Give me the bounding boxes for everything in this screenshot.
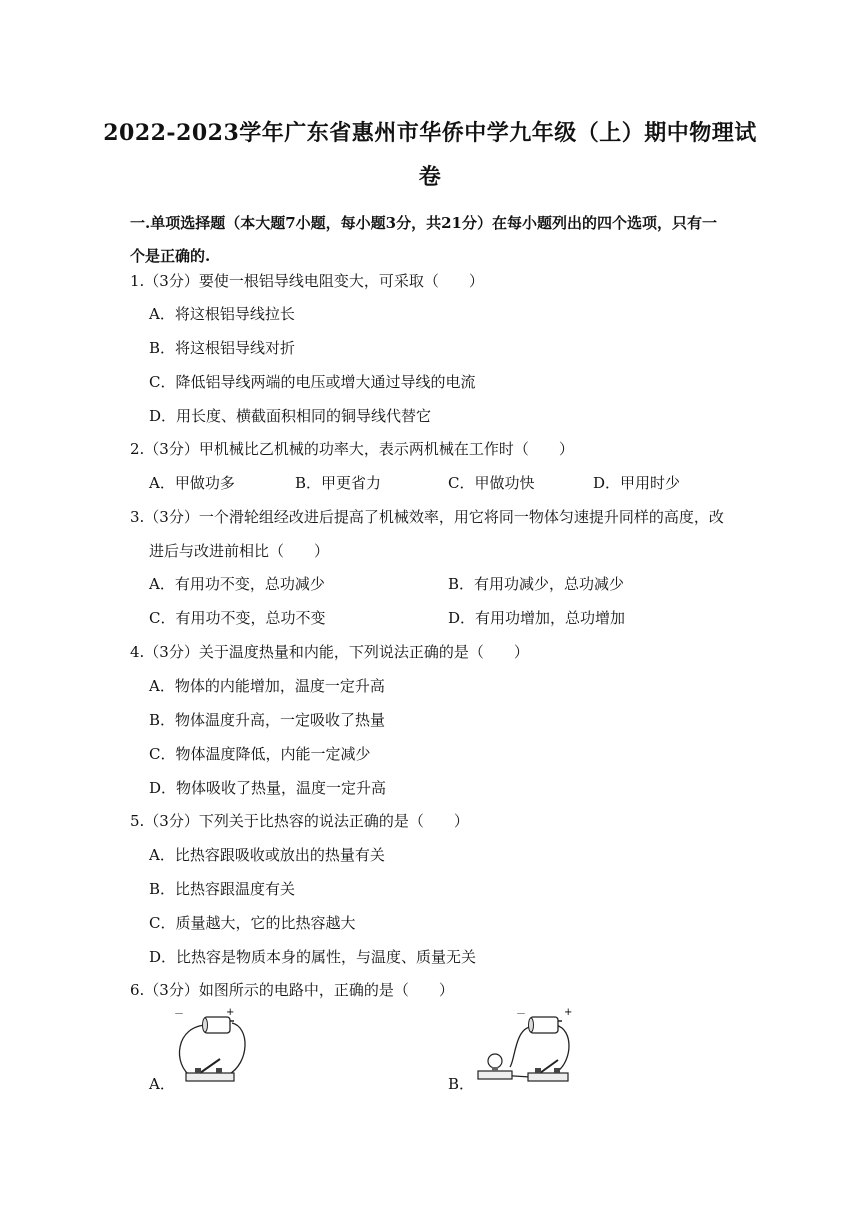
q4-option-a: A．物体的内能增加，温度一定升高 (149, 677, 385, 695)
question-6-stem: 6.（3分）如图所示的电路中，正确的是（ ） (130, 981, 454, 999)
doc-title-line1: 2022-2023学年广东省惠州市华侨中学九年级（上）期中物理试 (103, 120, 757, 146)
q5-option-c: C．质量越大，它的比热容越大 (149, 914, 356, 932)
q4-option-c: C．物体温度降低，内能一定减少 (149, 745, 371, 763)
q6-option-a-label: A． (149, 1075, 175, 1093)
q6b-plus-label: + (564, 1007, 573, 1018)
q5-option-a: A．比热容跟吸收或放出的热量有关 (149, 846, 385, 864)
q6a-plus-label: + (226, 1007, 235, 1018)
question-3-stem-cont: 进后与改进前相比（ ） (149, 542, 330, 560)
q1-option-d: D．用长度、横截面积相同的铜导线代替它 (149, 407, 432, 425)
q3-option-b: B．有用功减少，总功减少 (448, 575, 625, 593)
section-heading-cont: 个是正确的. (130, 247, 211, 265)
q3-option-d: D．有用功增加，总功增加 (448, 609, 626, 627)
question-2-stem: 2.（3分）甲机械比乙机械的功率大，表示两机械在工作时（ ） (130, 440, 574, 458)
q5-option-d: D．比热容是物质本身的属性，与温度、质量无关 (149, 948, 477, 966)
q1-option-b: B．将这根铝导线对折 (149, 339, 296, 357)
section-heading: 一.单项选择题（本大题7小题，每小题3分，共21分）在每小题列出的四个选项，只有一 (130, 214, 717, 232)
q2-option-c: C．甲做功快 (448, 474, 535, 492)
q5-option-b: B．比热容跟温度有关 (149, 880, 296, 898)
doc-title-line2: 卷 (418, 164, 442, 190)
q2-option-b: B．甲更省力 (295, 474, 382, 492)
q3-option-c: C．有用功不变，总功不变 (149, 609, 326, 627)
question-3-stem: 3.（3分）一个滑轮组经改进后提高了机械效率，用它将同一物体匀速提升同样的高度，改 (130, 508, 724, 526)
q6-option-b-label: B． (448, 1075, 475, 1093)
q4-option-b: B．物体温度升高，一定吸收了热量 (149, 711, 386, 729)
question-4-stem: 4.（3分）关于温度热量和内能，下列说法正确的是（ ） (130, 643, 529, 661)
q6a-minus-label: － (174, 1009, 184, 1020)
q6b-minus-label: － (516, 1009, 526, 1020)
q6-circuit-a-diagram (170, 1005, 260, 1090)
question-1-stem: 1.（3分）要使一根铝导线电阻变大，可采取（ ） (130, 272, 484, 290)
q6-circuit-b-diagram (470, 1005, 590, 1090)
q4-option-d: D．物体吸收了热量，温度一定升高 (149, 779, 387, 797)
q1-option-c: C．降低铝导线两端的电压或增大通过导线的电流 (149, 373, 476, 391)
q2-option-a: A．甲做功多 (149, 474, 235, 492)
q2-option-d: D．甲用时少 (593, 474, 681, 492)
question-5-stem: 5.（3分）下列关于比热容的说法正确的是（ ） (130, 812, 469, 830)
q1-option-a: A．将这根铝导线拉长 (149, 305, 295, 323)
q3-option-a: A．有用功不变，总功减少 (149, 575, 325, 593)
